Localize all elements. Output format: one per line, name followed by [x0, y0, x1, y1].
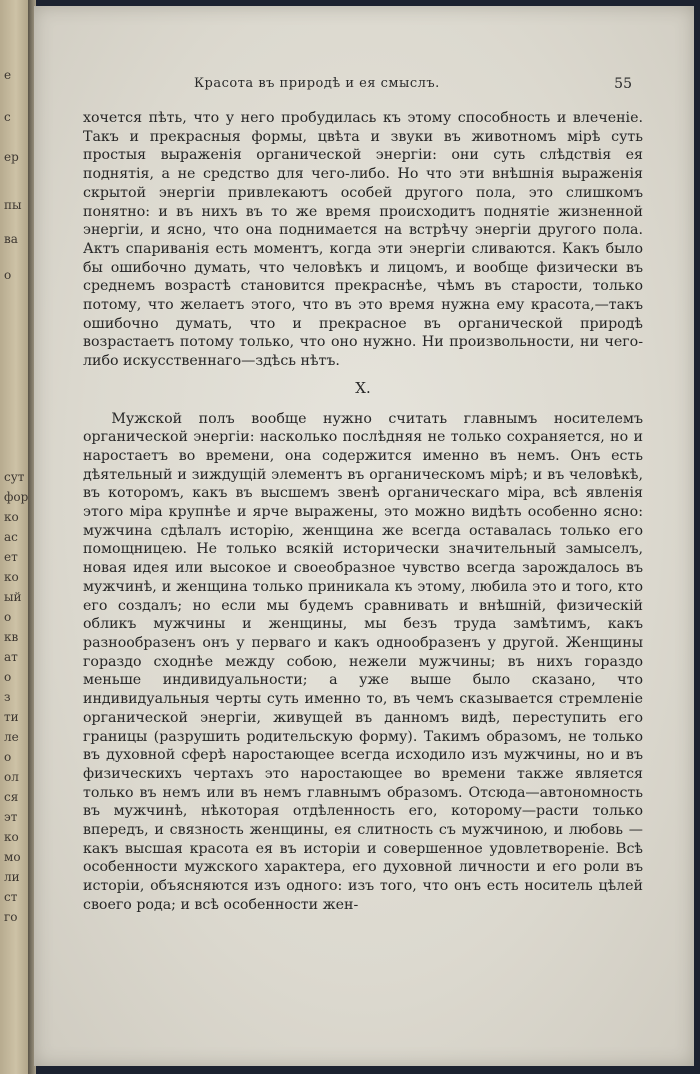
running-head-title: Красота въ природѣ и ея смыслъ.	[194, 76, 440, 91]
facing-page-fragment: мо	[4, 850, 21, 864]
facing-page-fragment: кв	[4, 630, 19, 644]
facing-page-fragment: ст	[4, 890, 18, 904]
facing-page-fragment: з	[4, 690, 11, 704]
facing-page-fragment: ол	[4, 770, 19, 784]
facing-page-fragment: с	[4, 110, 11, 124]
facing-page-fragment: ли	[4, 870, 20, 884]
facing-page-fragment: го	[4, 910, 18, 924]
running-head	[34, 76, 694, 96]
page-number: 55	[614, 76, 632, 92]
facing-page-fragment: ва	[4, 232, 18, 246]
section-heading: X.	[355, 378, 371, 397]
facing-page-fragment: ко	[4, 510, 19, 524]
facing-page-fragment: ат	[4, 650, 18, 664]
paragraph-continued: хочется пѣть, что у него пробудилась къ этому способность и влеченіе. Такъ и прекрасныя формы, цвѣта и звуки въ животномъ мірѣ суть простыя выраженія органической энергіи: они суть слѣдствія ея поднятія, а не средство для чего-либо. Но что эти внѣшнія выраженія скрытой энергіи привлекаютъ особей другого пола, это слишкомъ понятно: и въ нихъ въ то же время происходитъ поднятіе жизненной энергіи, и ясно, что она поднимается на встрѣчу энергіи другого пола. Актъ спариванія есть моментъ, когда эти энергіи сливаются. Какъ было бы ошибочно думать, что человѣкъ и лицомъ, и вообще физически въ среднемъ возрастѣ становится прекраснѣе, чѣмъ въ старости, только потому, что желаетъ этого, что въ это время нужна ему красота,—такъ ошибочно думать, что и прекрасное въ органической природѣ возрастаетъ потому только, что оно нужно. Ни произвольности, ни чего-либо искусственнаго—здѣсь нѣтъ.	[83, 110, 643, 370]
paragraph: Мужской полъ вообще нужно считать главнымъ носителемъ органической энергіи: насколько послѣдняя не только сохраняется, но и наростаетъ во времени, она содержится именно въ немъ. Онъ есть дѣятельный и зиждущій элементъ въ органическомъ мірѣ; и въ человѣкѣ, въ которомъ, какъ въ высшемъ звенѣ органическаго міра, всѣ явленія этого міра крупнѣе и ярче выражены, это можно видѣть особенно ясно: мужчина сдѣлалъ исторію, женщина же всегда оставалась только его помощницею. Не только всякій исторически значительный замыселъ, новая идея или высокое и своеобразное чувство всегда зарождалось въ мужчинѣ, и женщина только приникала къ этому, любила это и того, кто его создалъ; но если мы будемъ сравнивать и внѣшній, физическій обликъ мужчины и женщины, мы безъ труда замѣтимъ, какъ разнообразенъ онъ у перваго и какъ однообразенъ у другой. Женщины гораздо сходнѣе между собою, нежели мужчины; въ нихъ гораздо меньше индивидуальности; а уже выше было сказано, что индивидуальныя черты суть именно то, въ чемъ сказывается стремленіе органической энергіи, живущей въ данномъ видѣ, переступить его границы (разрушить родительскую форму). Такимъ образомъ, не только въ духовной сферѣ наростающее всегда исходило изъ мужчины, но и въ физическихъ чертахъ это наростающее во времени также является только въ немъ или въ немъ главнымъ образомъ. Отсюда—автономность въ мужчинѣ, нѣкоторая отдѣленность его, которому—расти только впередъ, и связность женщины, ея слитность съ мужчиною, и любовь — какъ высшая красота ея въ исторіи и совершенное удовлетвореніе. Всѣ особенности мужского характера, его духовной личности и его роли въ исторіи, объясняются изъ одного: изъ того, что онъ есть носитель цѣлей своего рода; и всѣ особенности жен-	[83, 410, 643, 913]
page-body	[83, 109, 643, 915]
facing-page-fragment: ко	[4, 570, 19, 584]
facing-page-fragment: о	[4, 670, 12, 684]
facing-page-fragment: ко	[4, 830, 19, 844]
facing-page-fragment: ет	[4, 550, 18, 564]
facing-page-fragment: ле	[4, 730, 19, 744]
book-page	[34, 6, 694, 1066]
facing-page-fragment: е	[4, 68, 12, 82]
facing-page-fragment: ся	[4, 790, 19, 804]
facing-page-fragment: о	[4, 268, 12, 282]
facing-page-fragment: сут	[4, 470, 25, 484]
facing-page-fragment: ый	[4, 590, 22, 604]
facing-page-fragment: о	[4, 750, 12, 764]
facing-page-fragment: ас	[4, 530, 18, 544]
facing-page-fragment: пы	[4, 198, 22, 212]
facing-page-fragment: эт	[4, 810, 18, 824]
facing-page-fragment: ти	[4, 710, 19, 724]
facing-page-fragment: ер	[4, 150, 19, 164]
facing-page-fragment: фор	[4, 490, 29, 504]
facing-page-fragment: о	[4, 610, 12, 624]
